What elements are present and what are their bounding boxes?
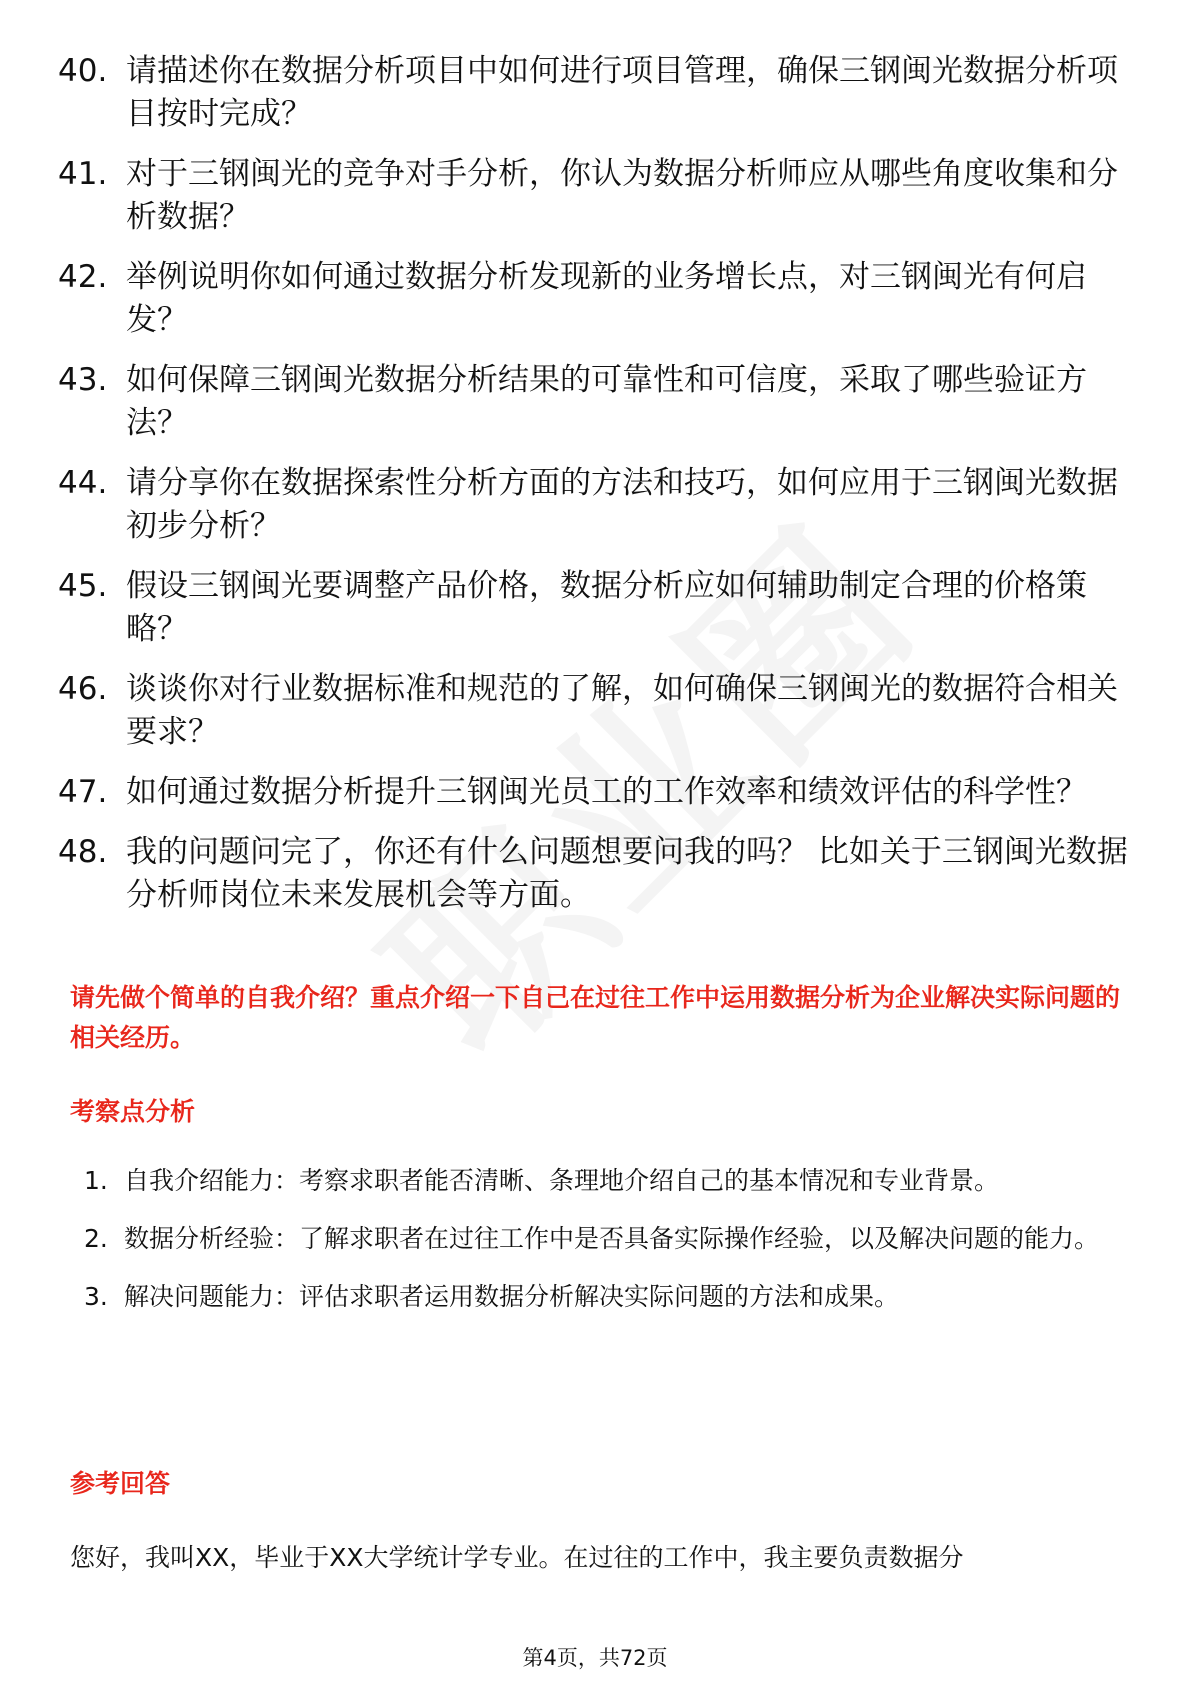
question-item — [58, 256, 1128, 342]
question-text: 我的问题问完了，你还有什么问题想要问我的吗？ 比如关于三钢闽光数据分析师岗位未来发展机会等方面。 — [126, 834, 1128, 913]
question-list — [58, 50, 1128, 934]
analysis-point — [84, 1155, 1114, 1207]
question-number: 48. — [58, 834, 108, 870]
question-number: 44. — [58, 465, 108, 501]
analysis-point-list — [84, 1155, 1114, 1329]
point-text: 数据分析经验：了解求职者在过往工作中是否具备实际操作经验，以及解决问题的能力。 — [124, 1224, 1100, 1253]
question-number: 47. — [58, 774, 108, 810]
question-number: 46. — [58, 671, 108, 707]
question-item — [58, 831, 1128, 917]
question-text: 请分享你在数据探索性分析方面的方法和技巧，如何应用于三钢闽光数据初步分析？ — [126, 465, 1118, 544]
question-item — [58, 462, 1128, 548]
question-item — [58, 668, 1128, 754]
question-text: 如何保障三钢闽光数据分析结果的可靠性和可信度，采取了哪些验证方法？ — [126, 362, 1087, 441]
point-text: 解决问题能力：评估求职者运用数据分析解决实际问题的方法和成果。 — [124, 1282, 900, 1311]
point-text: 自我介绍能力：考察求职者能否清晰、条理地介绍自己的基本情况和专业背景。 — [124, 1166, 1000, 1195]
question-item — [58, 565, 1128, 651]
question-text: 对于三钢闽光的竞争对手分析，你认为数据分析师应从哪些角度收集和分析数据？ — [126, 156, 1118, 235]
question-item — [58, 771, 1128, 814]
analysis-point — [84, 1271, 1114, 1323]
analysis-heading: 考察点分析 — [70, 1097, 196, 1126]
question-number: 43. — [58, 362, 108, 398]
question-number: 45. — [58, 568, 108, 604]
question-text: 谈谈你对行业数据标准和规范的了解，如何确保三钢闽光的数据符合相关要求？ — [126, 671, 1118, 750]
question-number: 42. — [58, 259, 108, 295]
answer-heading: 参考回答 — [70, 1469, 171, 1498]
question-item — [58, 153, 1128, 239]
question-text: 如何通过数据分析提升三钢闽光员工的工作效率和绩效评估的科学性？ — [126, 774, 1087, 810]
point-number: 2. — [84, 1224, 108, 1253]
question-text: 请描述你在数据分析项目中如何进行项目管理，确保三钢闽光数据分析项目按时完成？ — [126, 53, 1118, 132]
question-text: 假设三钢闽光要调整产品价格，数据分析应如何辅助制定合理的价格策略？ — [126, 568, 1087, 647]
page-footer: 第4页，共72页 — [522, 1646, 668, 1670]
question-number: 41. — [58, 156, 108, 192]
question-text: 举例说明你如何通过数据分析发现新的业务增长点，对三钢闽光有何启发？ — [126, 259, 1087, 338]
analysis-point — [84, 1213, 1114, 1265]
highlight-question: 请先做个简单的自我介绍？重点介绍一下自己在过往工作中运用数据分析为企业解决实际问题的相关经历。 — [70, 983, 1121, 1052]
point-number: 3. — [84, 1282, 108, 1311]
question-item — [58, 50, 1128, 136]
answer-text: 您好，我叫XX，毕业于XX大学统计学专业。在过往的工作中，我主要负责数据分 — [70, 1543, 964, 1572]
point-number: 1. — [84, 1166, 108, 1195]
question-item — [58, 359, 1128, 445]
question-number: 40. — [58, 53, 108, 89]
